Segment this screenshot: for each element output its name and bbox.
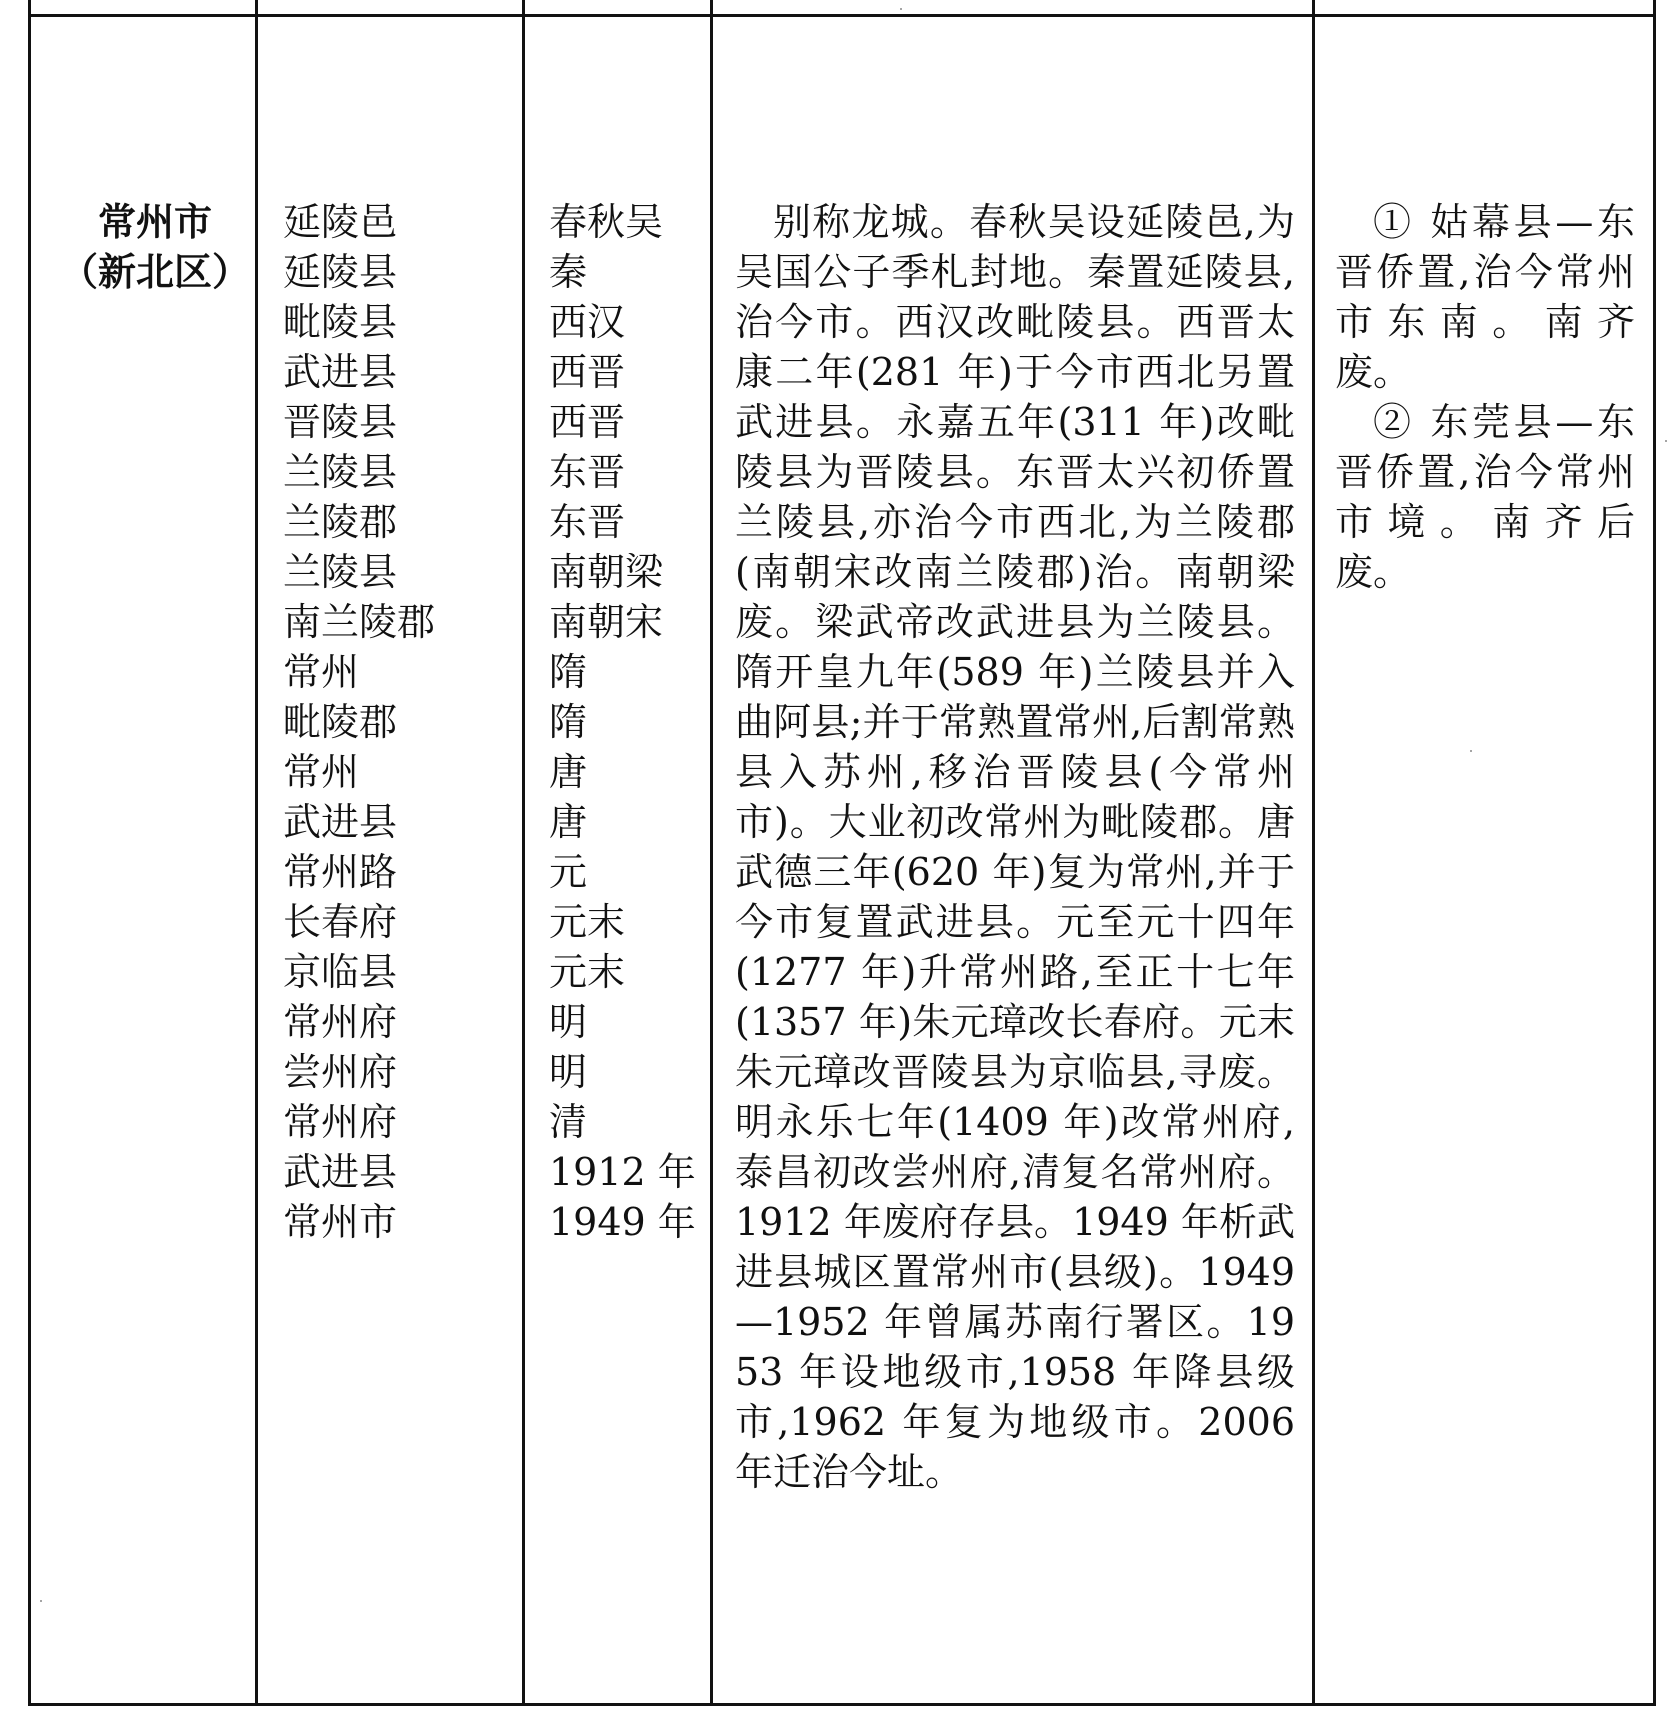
- era: 明: [549, 1050, 588, 1094]
- historical-name: 常州市: [283, 1200, 398, 1244]
- scan-speck: [1665, 440, 1667, 442]
- region-name: 常州市: [97, 199, 212, 244]
- notes-cell: [1335, 197, 1635, 597]
- era: 东晋: [549, 500, 626, 544]
- era: 唐: [549, 800, 588, 844]
- region-cell: [55, 197, 255, 297]
- column-divider-3: [710, 0, 713, 1706]
- column-divider-4: [1312, 0, 1315, 1706]
- eras-cell: [549, 197, 709, 1247]
- historical-name: 常州路: [283, 850, 398, 894]
- era: 西晋: [549, 400, 626, 444]
- note-item: ① 姑幕县—东晋侨置,治今常州市东南。南齐废。: [1335, 200, 1635, 394]
- historical-name: 延陵邑: [283, 200, 398, 244]
- region-district: （新北区）: [59, 249, 250, 294]
- era: 隋: [549, 650, 588, 694]
- era: 秦: [549, 250, 588, 294]
- historical-names-cell: [283, 197, 513, 1247]
- historical-name: 南兰陵郡: [283, 600, 436, 644]
- era: 元: [549, 850, 588, 894]
- scan-speck: [40, 1600, 42, 1602]
- era: 元末: [549, 950, 626, 994]
- era: 明: [549, 1000, 588, 1044]
- column-divider-1: [255, 0, 258, 1706]
- era: 隋: [549, 700, 588, 744]
- column-divider-2: [522, 0, 525, 1706]
- era: 1912 年: [549, 1150, 696, 1194]
- historical-name: 毗陵郡: [283, 700, 398, 744]
- historical-name: 兰陵县: [283, 550, 398, 594]
- historical-name: 延陵县: [283, 250, 398, 294]
- historical-name: 武进县: [283, 1150, 398, 1194]
- historical-name: 常州: [283, 650, 360, 694]
- era: 西汉: [549, 300, 626, 344]
- historical-name: 毗陵县: [283, 300, 398, 344]
- era: 唐: [549, 750, 588, 794]
- historical-name: 京临县: [283, 950, 398, 994]
- table-top-rule: [28, 14, 1656, 17]
- historical-name: 兰陵县: [283, 450, 398, 494]
- era: 1949 年: [549, 1200, 696, 1244]
- era: 清: [549, 1100, 588, 1144]
- history-text: 别称龙城。春秋吴设延陵邑,为吴国公子季札封地。秦置延陵县,治今市。西汉改毗陵县。西晋太康二年(281 年)于今市西北另置武进县。永嘉五年(311 年)改毗陵县为晋陵县。东晋太兴初侨置兰陵县,亦治今市西北,为兰陵郡(南朝宋改南兰陵郡)治。南朝梁废。梁武帝改武进县为兰陵县。隋开皇九年(589 年)兰陵县并入曲阿县;并于常熟置常州,后割常熟县入苏州,移治晋陵县(今常州市)。大业初改常州为毗陵郡。唐武德三年(620 年)复为常州,并于今市复置武进县。元至元十四年(1277 年)升常州路,至正十七年(1357 年)朱元璋改长春府。元末朱元璋改晋陵县为京临县,寻废。明永乐七年(1409 年)改常州府,泰昌初改尝州府,清复名常州府。1912 年废府存县。1949 年析武进县城区置常州市(县级)。1949—1952 年曾属苏南行署区。1953 年设地级市,1958 年降县级市,1962 年复为地级市。2006 年迁治今址。: [735, 200, 1295, 1494]
- era: 南朝梁: [549, 550, 664, 594]
- historical-name: 武进县: [283, 350, 398, 394]
- scan-speck: [1470, 750, 1472, 752]
- historical-name: 晋陵县: [283, 400, 398, 444]
- era: 南朝宋: [549, 600, 664, 644]
- historical-name: 常州府: [283, 1100, 398, 1144]
- historical-name: 常州府: [283, 1000, 398, 1044]
- note-item: ② 东莞县—东晋侨置,治今常州市境。南齐后废。: [1335, 400, 1635, 594]
- era: 东晋: [549, 450, 626, 494]
- scan-speck: [900, 8, 902, 10]
- era: 元末: [549, 900, 626, 944]
- historical-name: 兰陵郡: [283, 500, 398, 544]
- historical-name: 武进县: [283, 800, 398, 844]
- historical-name: 尝州府: [283, 1050, 398, 1094]
- historical-name: 常州: [283, 750, 360, 794]
- era: 春秋吴: [549, 200, 664, 244]
- historical-name: 长春府: [283, 900, 398, 944]
- era: 西晋: [549, 350, 626, 394]
